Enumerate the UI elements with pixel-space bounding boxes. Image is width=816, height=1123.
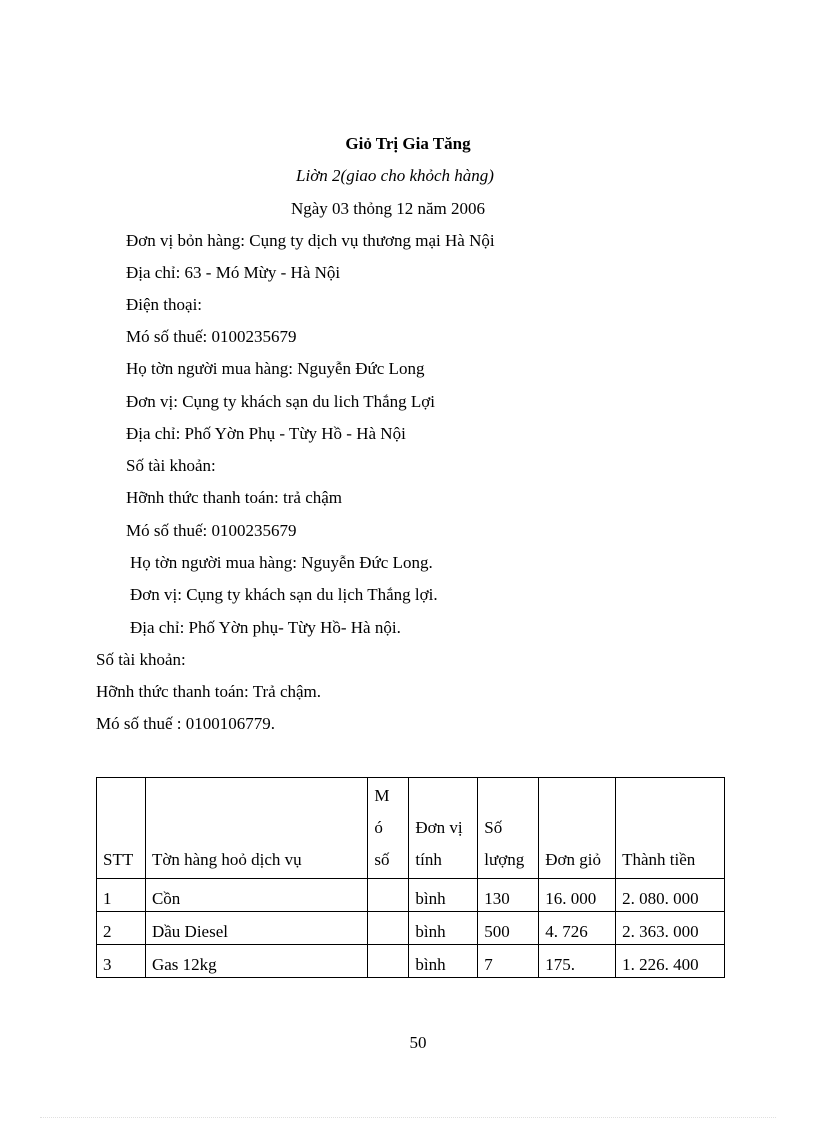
table-row (97, 945, 725, 978)
cell-unit: bình (409, 945, 478, 978)
seller-phone: Điện thoại: (126, 295, 203, 314)
cell-code (368, 945, 409, 978)
buyer-name: Họ tờn người mua hàng: Nguyễn Đức Long (126, 359, 425, 378)
cell-unit-price: 175. (539, 945, 616, 978)
cell-quantity: 130 (478, 879, 539, 912)
cell-code (368, 879, 409, 912)
cell-unit: bình (409, 879, 478, 912)
cell-goods-name: Dầu Diesel (145, 912, 367, 945)
table-header-row (97, 778, 725, 879)
invoice-date: Ngày 03 thỏng 12 năm 2006 (290, 199, 486, 218)
buyer-unit-repeat: Đơn vị: Cụng ty khách sạn du lịch Thắng lợi. (130, 585, 438, 604)
cell-quantity: 7 (478, 945, 539, 978)
header-total: Thành tiền (616, 778, 725, 879)
account-repeat: Số tài khoản: (96, 650, 186, 669)
buyer-name-repeat: Họ tờn người mua hàng: Nguyễn Đức Long. (130, 553, 433, 572)
cell-stt: 2 (97, 912, 146, 945)
invoice-title: Giỏ Trị Gia Tăng (345, 134, 471, 153)
header-unit (409, 778, 478, 879)
buyer-tax-code: Mó số thuế: 0100235679 (126, 521, 297, 540)
header-code-line-3: số (374, 850, 390, 869)
table-row (97, 912, 725, 945)
header-unit-price: Đơn giỏ (539, 778, 616, 879)
header-unit-line-1: Đơn vị (415, 818, 463, 837)
cell-unit-price: 4. 726 (539, 912, 616, 945)
table-row (97, 879, 725, 912)
cell-total: 1. 226. 400 (616, 945, 725, 978)
cell-quantity: 500 (478, 912, 539, 945)
header-unit-line-2: tính (415, 850, 442, 869)
page-number: 50 (409, 1033, 427, 1052)
header-stt: STT (97, 778, 146, 879)
cell-stt: 3 (97, 945, 146, 978)
cell-goods-name: Cồn (145, 879, 367, 912)
page-bottom-divider (40, 1117, 776, 1118)
header-code-line-1: M (374, 786, 390, 805)
header-qty-line-1: Số (484, 818, 503, 837)
header-code (368, 778, 409, 879)
payment-method-repeat: Hỡnh thức thanh toán: Trả chậm. (96, 682, 322, 701)
buyer-account: Số tài khoản: (126, 456, 216, 475)
buyer-address-repeat: Địa chỉ: Phố Yờn phụ- Từy Hồ- Hà nội. (130, 618, 401, 637)
tax-code-repeat: Mó số thuế : 0100106779. (96, 714, 275, 733)
cell-stt: 1 (97, 879, 146, 912)
cell-code (368, 912, 409, 945)
seller-tax-code: Mó số thuế: 0100235679 (126, 327, 297, 346)
cell-total: 2. 080. 000 (616, 879, 725, 912)
cell-total: 2. 363. 000 (616, 912, 725, 945)
header-qty-line-2: lượng (484, 850, 525, 869)
header-quantity (478, 778, 539, 879)
header-goods-name: Tờn hàng hoỏ dịch vụ (145, 778, 367, 879)
header-code-line-2: ó (374, 818, 383, 837)
goods-table (96, 777, 725, 978)
invoice-subtitle: Liờn 2(giao cho khỏch hàng) (296, 166, 494, 185)
cell-unit-price: 16. 000 (539, 879, 616, 912)
cell-unit: bình (409, 912, 478, 945)
buyer-address: Địa chỉ: Phố Yờn Phụ - Từy Hồ - Hà Nội (126, 424, 406, 443)
seller-address: Địa chỉ: 63 - Mó Mừy - Hà Nội (126, 263, 341, 282)
buyer-unit: Đơn vị: Cụng ty khách sạn du lich Thắng Lợi (126, 392, 435, 411)
seller-unit: Đơn vị bỏn hàng: Cụng ty dịch vụ thương mại Hà Nội (126, 231, 495, 250)
cell-goods-name: Gas 12kg (145, 945, 367, 978)
payment-method: Hỡnh thức thanh toán: trả chậm (126, 488, 343, 507)
